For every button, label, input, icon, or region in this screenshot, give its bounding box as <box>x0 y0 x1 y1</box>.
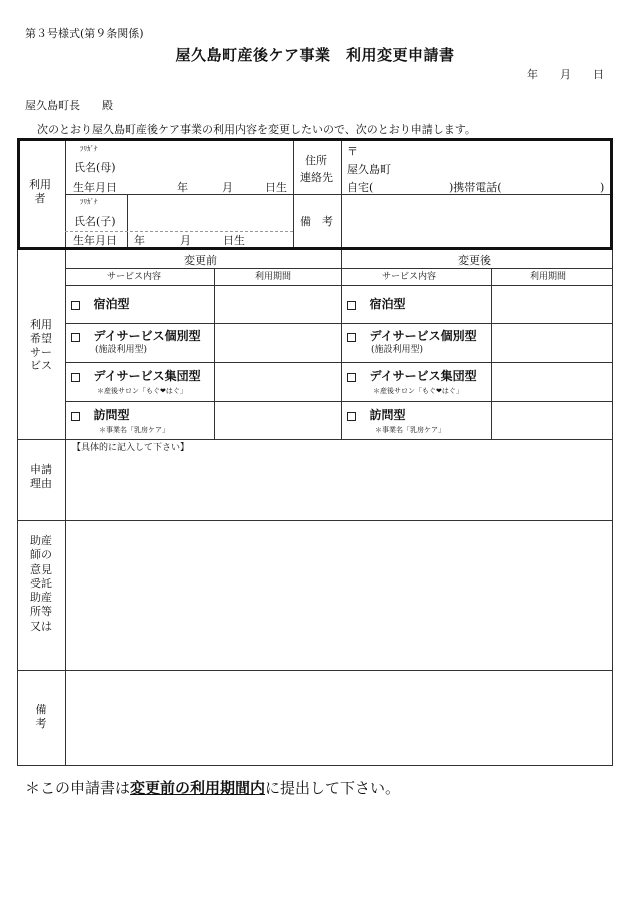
mother-dob-month: 月 <box>222 181 233 194</box>
service-name: 宿泊型 <box>369 297 406 311</box>
home-phone-label: 自宅( <box>347 181 374 194</box>
after-period-day-individual[interactable] <box>493 325 611 360</box>
remarks-field[interactable] <box>68 673 610 764</box>
intro-text: 次のとおり屋久島町産後ケア事業の利用内容を変更したいので、次のとおり申請します。 <box>37 123 476 136</box>
town-name: 屋久島町 <box>347 163 391 176</box>
before-option-visit[interactable] <box>71 409 130 421</box>
midwife-opinion-field[interactable] <box>68 523 610 668</box>
note-prefix: ＊この申請書は <box>25 779 131 797</box>
phone-close-paren: ) <box>600 181 605 194</box>
service-label-text: 利用希望サービス <box>30 318 52 373</box>
service-sub: (施設利用型) <box>371 345 424 355</box>
before-header: 変更前 <box>184 254 217 267</box>
remarks-label-text: 備考 <box>35 703 47 730</box>
checkbox-icon[interactable] <box>71 333 80 342</box>
midwife-label-text: 助産師の意見受託助産所等又は <box>30 534 52 633</box>
mother-dob-day: 日生 <box>265 181 287 194</box>
checkbox-icon[interactable] <box>347 412 356 421</box>
before-option-day-group[interactable] <box>71 370 201 382</box>
service-sub: ＊産後サロン「もぐ❤はぐ」 <box>373 387 463 395</box>
before-option-overnight[interactable] <box>71 298 130 310</box>
mother-dob-label: 生年月日 <box>73 181 117 194</box>
checkbox-icon[interactable] <box>71 373 80 382</box>
checkbox-icon[interactable] <box>347 333 356 342</box>
mobile-phone-label: )携帯電話( <box>449 181 502 194</box>
checkbox-icon[interactable] <box>71 301 80 310</box>
child-name-field[interactable] <box>130 199 290 229</box>
reason-label-text: 申請理由 <box>30 463 52 490</box>
after-option-day-group[interactable] <box>347 370 477 382</box>
service-name: 訪問型 <box>93 408 130 422</box>
note-suffix: に提出して下さい。 <box>265 779 401 797</box>
user-label: 利用者 <box>29 178 51 205</box>
contact-label: 連絡先 <box>300 171 333 184</box>
form-number: 第３号様式(第９条関係) <box>25 27 144 40</box>
after-header: 変更後 <box>458 254 491 267</box>
before-period-overnight[interactable] <box>216 287 339 321</box>
mother-name-label: 氏名(母) <box>74 161 116 174</box>
furigana-label-mother: ﾌﾘｶﾞﾅ <box>80 145 98 153</box>
reason-field[interactable] <box>68 456 610 518</box>
checkbox-icon[interactable] <box>347 301 356 310</box>
after-period-day-group[interactable] <box>493 364 611 399</box>
date-month: 月 <box>560 68 571 81</box>
user-remarks-label: 備 考 <box>300 215 333 228</box>
service-name: デイサービス集団型 <box>369 369 477 383</box>
footer-note <box>25 777 400 798</box>
postal-mark: 〒 <box>347 145 358 158</box>
service-name: 訪問型 <box>369 408 406 422</box>
before-period-day-individual[interactable] <box>216 325 339 360</box>
service-sub: ＊事業名「乳房ケア」 <box>375 426 445 434</box>
furigana-label-child: ﾌﾘｶﾞﾅ <box>80 198 98 206</box>
date-day: 日 <box>593 68 604 81</box>
note-emphasis: 変更前の利用期間内 <box>130 779 266 797</box>
child-dob-year: 年 <box>134 234 145 247</box>
after-period-header: 利用期間 <box>530 272 567 282</box>
mother-name-field[interactable] <box>130 147 290 177</box>
addressee-name: 屋久島町長 <box>25 99 80 112</box>
service-sub: ＊産後サロン「もぐ❤はぐ」 <box>97 387 187 395</box>
service-sub: ＊事業名「乳房ケア」 <box>99 426 169 434</box>
before-period-visit[interactable] <box>216 403 339 437</box>
checkbox-icon[interactable] <box>347 373 356 382</box>
child-dob-month: 月 <box>180 234 191 247</box>
date-line <box>527 66 604 82</box>
address-field[interactable] <box>345 145 607 194</box>
reason-label <box>24 463 58 491</box>
checkbox-icon[interactable] <box>71 412 80 421</box>
addressee-suffix: 殿 <box>102 99 113 112</box>
mother-dob-year: 年 <box>177 181 188 194</box>
child-dob-label: 生年月日 <box>73 234 117 247</box>
midwife-label <box>24 534 58 634</box>
service-label <box>24 318 58 373</box>
before-period-header: 利用期間 <box>255 272 292 282</box>
service-name: デイサービス個別型 <box>369 329 477 343</box>
child-name-label: 氏名(子) <box>74 215 116 228</box>
after-period-overnight[interactable] <box>493 287 611 321</box>
service-sub: (施設利用型) <box>95 345 148 355</box>
remarks-label <box>24 703 58 731</box>
child-dob-day: 日生 <box>223 234 245 247</box>
addressee <box>25 97 113 113</box>
user-remarks-field[interactable] <box>345 198 607 244</box>
service-name: 宿泊型 <box>93 297 130 311</box>
after-period-visit[interactable] <box>493 403 611 437</box>
page-title: 屋久島町産後ケア事業 利用変更申請書 <box>175 46 455 64</box>
address-label: 住所 <box>305 154 327 167</box>
reason-hint: 【具体的に記入して下さい】 <box>72 443 190 453</box>
after-service-header: サービス内容 <box>382 272 437 282</box>
service-name: デイサービス個別型 <box>93 329 201 343</box>
after-option-overnight[interactable] <box>347 298 406 310</box>
service-name: デイサービス集団型 <box>93 369 201 383</box>
before-option-day-individual[interactable] <box>71 330 201 342</box>
before-period-day-group[interactable] <box>216 364 339 399</box>
before-service-header: サービス内容 <box>107 272 162 282</box>
after-option-day-individual[interactable] <box>347 330 477 342</box>
after-option-visit[interactable] <box>347 409 406 421</box>
date-year: 年 <box>527 68 538 81</box>
